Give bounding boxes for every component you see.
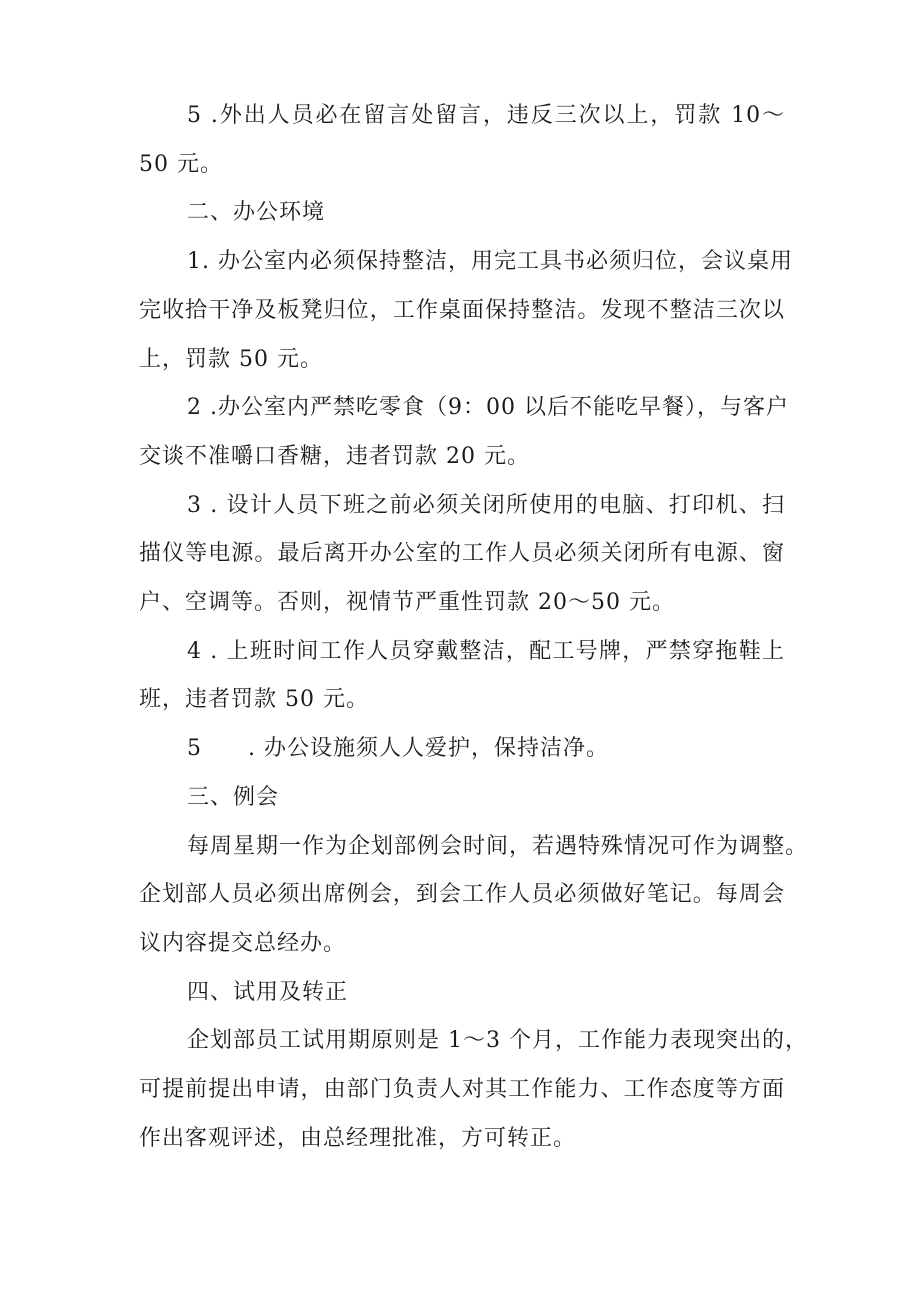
text-line: 5 .外出人员必在留言处留言，违反三次以上，罚款 10～: [187, 103, 785, 128]
paragraph: [139, 92, 785, 189]
paragraph: [139, 823, 809, 969]
text-line: 议内容提交总经办。: [139, 930, 347, 956]
text-line: 上，罚款 50 元。: [139, 346, 323, 372]
text-line: 每周星期一作为企划部例会时间，若遇特殊情况可作为调整。: [187, 833, 809, 859]
text-line: 50 元。: [139, 151, 223, 177]
paragraph: [139, 238, 793, 384]
text-line: 三、例会: [187, 784, 280, 810]
text-line: 二、办公环境: [187, 200, 326, 226]
paragraph: [139, 384, 789, 481]
text-line: 可提前提出申请，由部门负责人对其工作能力、工作态度等方面: [139, 1077, 785, 1103]
text-line: 企划部员工试用期原则是 1～3 个月，工作能力表现突出的，: [187, 1028, 808, 1054]
text-line: 2 .办公室内严禁吃零食（9：00 以后不能吃早餐），与客户: [187, 395, 789, 421]
text-line: 四、试用及转正: [187, 979, 349, 1005]
text-line: 5 . 办公设施须人人爱护，保持洁净。: [187, 736, 609, 762]
section-heading: [139, 969, 785, 1018]
text-line: 企划部人员必须出席例会，到会工作人员必须做好笔记。每周会: [139, 882, 785, 908]
paragraph: [139, 628, 785, 725]
section-heading: [139, 774, 785, 823]
paragraph: [139, 725, 785, 774]
text-line: 班，违者罚款 50 元。: [139, 687, 369, 713]
paragraph: [139, 482, 785, 628]
text-line: 户、空调等。否则，视情节严重性罚款 20～50 元。: [139, 590, 675, 616]
paragraph: [139, 1017, 808, 1163]
text-line: 3 . 设计人员下班之前必须关闭所使用的电脑、打印机、扫: [187, 492, 785, 518]
text-line: 4 . 上班时间工作人员穿戴整洁，配工号牌，严禁穿拖鞋上: [187, 638, 785, 664]
text-line: 交谈不准嚼口香糖，违者罚款 20 元。: [139, 443, 530, 469]
text-line: 完收拾干净及板凳归位，工作桌面保持整洁。发现不整洁三次以: [139, 297, 785, 323]
text-line: 1. 办公室内必须保持整洁，用完工具书必须归位，会议桌用: [187, 249, 793, 275]
text-line: 作出客观评述，由总经理批准，方可转正。: [139, 1125, 577, 1151]
section-heading: [139, 189, 785, 238]
document-body: [139, 92, 809, 1163]
text-line: 描仪等电源。最后离开办公室的工作人员必须关闭所有电源、窗: [139, 541, 785, 567]
